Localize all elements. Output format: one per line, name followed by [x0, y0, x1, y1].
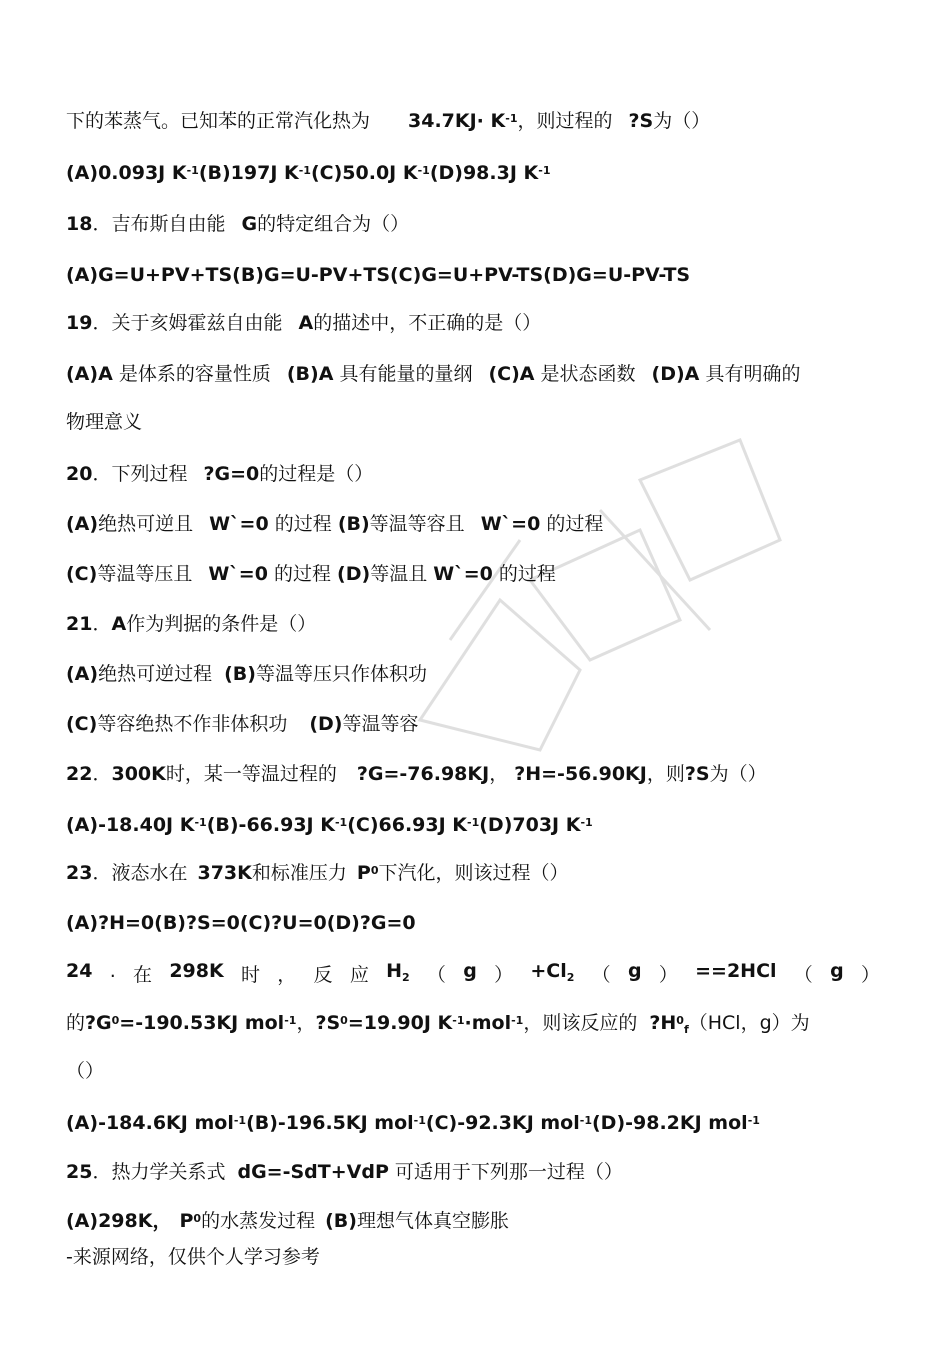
q18-options: (A)G=U+PV+TS(B)G=U-PV+TS(C)G=U+PV-TS(D)G=U-PV-TS: [66, 264, 691, 286]
q25-question: 25．热力学关系式 dG=-SdT+VdP 可适用于下列那一过程（）: [66, 1161, 623, 1183]
q18-question: 18．吉布斯自由能 G的特定组合为（）: [66, 213, 410, 235]
q25-options: (A)298K， $P^0$的水蒸发过程 (B)理想气体真空膨胀: [66, 1210, 509, 1232]
q24-question-line1: 24 . 在 298K 时 ， 反 应 $H_2$ （ g ） $+Cl_2$ （ g ） ==2HCl （ g ）: [66, 960, 880, 986]
source-footer: -来源网络，仅供个人学习参考: [66, 1246, 320, 1268]
line-q17-tail: 下的苯蒸气。已知苯的正常汽化热为 $34.7KJ\cdot K^{-1}$，则过程的 ?S为（）: [66, 110, 711, 132]
q20-options-ab: (A)绝热可逆且 W`=0 的过程 (B)等温等容且 W`=0 的过程: [66, 513, 604, 535]
q21-question: 21．A作为判据的条件是（）: [66, 613, 317, 635]
q17-options: (A)0.093J $K^{-1}(B)197J$ $K^{-1}(C)50.0J$ $K^{-1}(D)98.3J$ $K^{-1}$: [66, 162, 551, 184]
q20-question: 20．下列过程 ?G=0的过程是（）: [66, 463, 374, 485]
q23-options: (A)?H=0(B)?S=0(C)?U=0(D)?G=0: [66, 912, 416, 934]
watermark-stamp: [380, 420, 800, 780]
q23-question: 23．液态水在 373K和标准压力 $P^0$下汽化，则该过程（）: [66, 862, 569, 884]
q22-options: (A)-18.40J $K^{-1}(B)-66.93J$ $K^{-1}(C)66.93J$ $K^{-1}(D)703J$ $K^{-1}$: [66, 814, 593, 836]
q19-question: 19．关于亥姆霍兹自由能 A的描述中，不正确的是（）: [66, 312, 542, 334]
q20-options-cd: (C)等温等压且 W`=0 的过程 (D)等温且 W`=0 的过程: [66, 563, 556, 585]
q24-question-line3: （）: [66, 1060, 105, 1082]
q24-options: (A)-184.6KJ mol$^{-1}$(B)-196.5KJ mol$^{-1}$(C)-92.3KJ mol$^{-1}$(D)-98.2KJ mol$^{-1}$: [66, 1112, 760, 1134]
q22-question: 22．300K时，某一等温过程的 ?G=-76.98KJ， ?H=-56.90KJ，则?S为（）: [66, 763, 767, 785]
q21-options-ab: (A)绝热可逆过程 (B)等温等压只作体积功: [66, 663, 427, 685]
q19-options-cont: 物理意义: [66, 411, 143, 433]
q24-question-line2: 的$?G^0=-190.53KJ$ mol$^{-1}$，$?S^0=19.90J$ $K^{-1}\cdot mol^{-1}$，则该反应的 $?H^0_f(HCl$，g）为: [66, 1012, 810, 1036]
q19-options: (A)A 是体系的容量性质 (B)A 具有能量的量纲 (C)A 是状态函数 (D)A 具有明确的: [66, 363, 801, 385]
q21-options-cd: (C)等容绝热不作非体积功 (D)等温等容: [66, 713, 419, 735]
